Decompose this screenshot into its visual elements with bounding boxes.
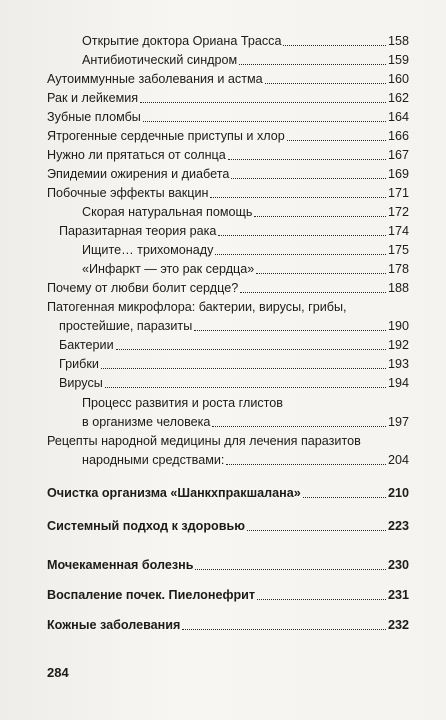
toc-entry-title: Процесс развития и роста глистов (82, 396, 284, 410)
toc-entry-page: 204 (387, 453, 409, 467)
toc-entry (82, 243, 409, 258)
toc-chapter-page: 232 (387, 618, 409, 632)
toc-entry-page: 166 (387, 129, 409, 143)
dot-leader (256, 273, 386, 274)
toc-chapter-page: 231 (387, 588, 409, 602)
toc-entry-line1 (82, 396, 409, 411)
toc-entry-title: Почему от любви болит сердце? (47, 281, 239, 295)
toc-chapter-page: 210 (387, 486, 409, 500)
dot-leader (239, 64, 386, 65)
toc-chapter (47, 558, 409, 573)
toc-chapter-title: Мочекаменная болезнь (47, 558, 194, 572)
toc-entry (59, 338, 409, 353)
dot-leader (195, 569, 386, 570)
toc-entry-page: 167 (387, 148, 409, 162)
toc-entry (59, 357, 409, 372)
toc-entry-page: 171 (387, 186, 409, 200)
dot-leader (287, 140, 386, 141)
toc-entry (47, 281, 409, 296)
toc-entry (47, 72, 409, 87)
toc-entry-title: Открытие доктора Ориана Трасса (82, 34, 282, 48)
toc-entry-title: народными средствами: (82, 453, 225, 467)
toc-entry-title: Вирусы (59, 376, 103, 390)
dot-leader (254, 216, 386, 217)
toc-entry-title: в организме человека (82, 415, 211, 429)
toc-entry (47, 186, 409, 201)
toc-entry-title: Аутоиммунные заболевания и астма (47, 72, 263, 86)
toc-entry (82, 34, 409, 49)
dot-leader (105, 387, 386, 388)
toc-entry-page: 174 (387, 224, 409, 238)
toc-entry-page: 193 (387, 357, 409, 371)
dot-leader (303, 497, 386, 498)
dot-leader (215, 254, 386, 255)
toc-entry-page: 169 (387, 167, 409, 181)
toc-chapter (47, 519, 409, 534)
dot-leader (194, 330, 386, 331)
toc-chapter (47, 588, 409, 603)
dot-leader (140, 102, 386, 103)
toc-entry-title: Патогенная микрофлора: бактерии, вирусы, грибы, (47, 300, 347, 314)
toc-entry-page: 160 (387, 72, 409, 86)
dot-leader (283, 45, 386, 46)
toc-chapter-page: 223 (387, 519, 409, 533)
toc-entry-title: Скорая натуральная помощь (82, 205, 253, 219)
toc-entry-title: Нужно ли прятаться от солнца (47, 148, 226, 162)
toc-entry-page: 194 (387, 376, 409, 390)
toc-entry (47, 148, 409, 163)
toc-entry-title: Рак и лейкемия (47, 91, 139, 105)
toc-entry (82, 53, 409, 68)
dot-leader (265, 83, 386, 84)
toc-entry-line2 (82, 453, 409, 468)
toc-chapter-page: 230 (387, 558, 409, 572)
dot-leader (210, 197, 386, 198)
toc-entry-page: 190 (387, 319, 409, 333)
toc-entry (47, 91, 409, 106)
toc-entry-title: Ищите… трихомонаду (82, 243, 214, 257)
dot-leader (231, 178, 386, 179)
toc-entry-line1 (47, 300, 409, 315)
dot-leader (143, 121, 386, 122)
toc-chapter (47, 486, 409, 501)
toc-entry-title: Рецепты народной медицины для лечения паразитов (47, 434, 361, 448)
toc-chapter (47, 618, 409, 633)
toc-entry-page: 158 (387, 34, 409, 48)
dot-leader (247, 530, 386, 531)
toc-entry-page: 159 (387, 53, 409, 67)
toc-entry-page: 162 (387, 91, 409, 105)
dot-leader (226, 464, 386, 465)
toc-entry-title: Побочные эффекты вакцин (47, 186, 209, 200)
toc-chapter-title: Очистка организма «Шанкхпракшалана» (47, 486, 301, 500)
dot-leader (212, 426, 386, 427)
toc-entry-page: 188 (387, 281, 409, 295)
toc-entry-page: 164 (387, 110, 409, 124)
toc-entry-line1 (47, 434, 409, 449)
dot-leader (228, 159, 386, 160)
toc-entry (59, 376, 409, 391)
toc-entry (47, 110, 409, 125)
toc-entry-title: Бактерии (59, 338, 114, 352)
dot-leader (182, 629, 386, 630)
toc-entry-line2 (82, 415, 409, 430)
toc-entry-title: Грибки (59, 357, 99, 371)
toc-entry-page: 178 (387, 262, 409, 276)
toc-entry-title: Эпидемии ожирения и диабета (47, 167, 230, 181)
dot-leader (116, 349, 386, 350)
toc-entry-title: Антибиотический синдром (82, 53, 238, 67)
dot-leader (240, 292, 386, 293)
dot-leader (257, 599, 386, 600)
toc-entry (47, 129, 409, 144)
toc-entry-title: Зубные пломбы (47, 110, 141, 124)
toc-entry (59, 224, 409, 239)
page-number: 284 (47, 665, 69, 680)
toc-chapter-title: Системный подход к здоровью (47, 519, 245, 533)
toc-entry-page: 197 (387, 415, 409, 429)
toc-entry-page: 192 (387, 338, 409, 352)
toc-entry (47, 167, 409, 182)
toc-entry (82, 262, 409, 277)
toc-entry-title: Паразитарная теория рака (59, 224, 217, 238)
toc-entry-page: 175 (387, 243, 409, 257)
toc-entry-title: Ятрогенные сердечные приступы и хлор (47, 129, 285, 143)
toc-entry-title: простейшие, паразиты (59, 319, 193, 333)
toc-entry-line2 (59, 319, 409, 334)
toc-entry (82, 205, 409, 220)
toc-chapter-title: Воспаление почек. Пиелонефрит (47, 588, 256, 602)
toc-entry-title: «Инфаркт — это рак сердца» (82, 262, 255, 276)
dot-leader (101, 368, 386, 369)
dot-leader (218, 235, 386, 236)
toc-chapter-title: Кожные заболевания (47, 618, 181, 632)
toc-entry-page: 172 (387, 205, 409, 219)
